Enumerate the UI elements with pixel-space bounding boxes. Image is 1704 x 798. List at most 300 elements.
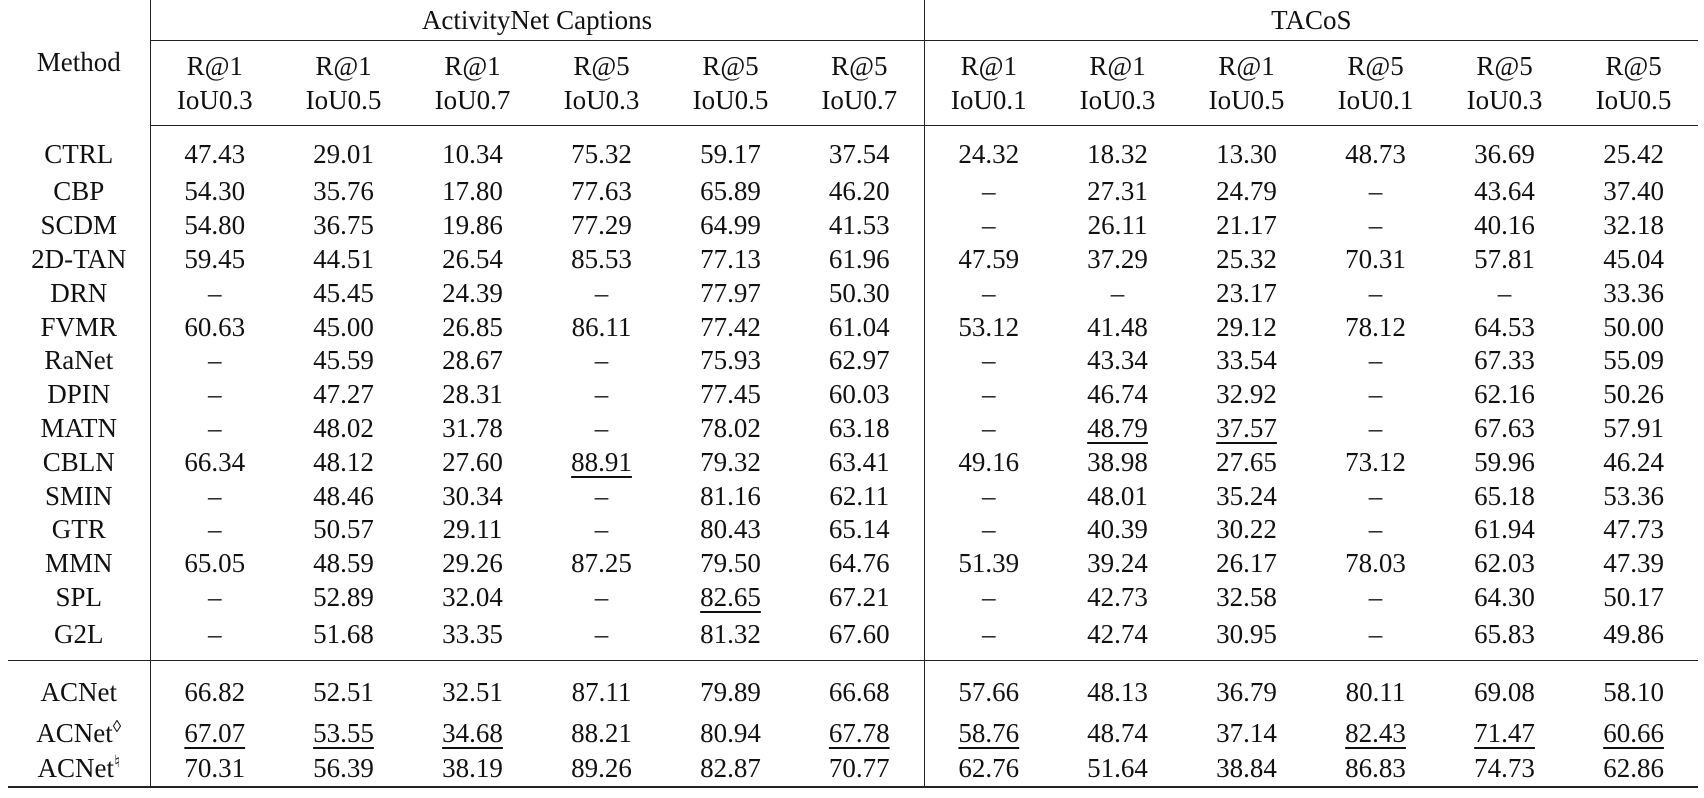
value-cell (150, 378, 279, 412)
value-cell (1440, 243, 1569, 277)
value-cell (1440, 310, 1569, 344)
method-name: ACNet (40, 676, 117, 707)
table-row (8, 614, 1698, 661)
value-cell (1182, 715, 1311, 751)
value-cell (408, 310, 537, 344)
value-cell (1311, 661, 1440, 716)
value-cell (1569, 751, 1698, 788)
value-text: 50.17 (1603, 581, 1664, 612)
value-cell (1311, 209, 1440, 243)
value-cell (408, 751, 537, 788)
value-cell (1053, 547, 1182, 581)
value-text: – (594, 277, 609, 308)
value-text: – (1368, 379, 1383, 410)
baseline-rows (8, 126, 1698, 661)
value-text: 38.98 (1087, 446, 1148, 477)
value-cell (150, 513, 279, 547)
value-text: 36.75 (313, 210, 374, 241)
value-text: – (982, 480, 996, 511)
value-text: 57.91 (1603, 412, 1664, 443)
value-text: 77.45 (700, 379, 761, 410)
value-cell (1311, 378, 1440, 412)
value-text: 48.01 (1087, 480, 1148, 511)
value-cell (1053, 310, 1182, 344)
value-cell (279, 276, 408, 310)
value-cell (1440, 344, 1569, 378)
value-cell (1053, 344, 1182, 378)
value-text: 39.24 (1087, 548, 1148, 579)
value-text: 79.32 (700, 446, 761, 477)
metric-header-10 (1440, 41, 1569, 126)
value-cell (1569, 344, 1698, 378)
metric-recall-label: R@5 (1605, 51, 1662, 81)
value-text: 29.01 (313, 139, 374, 169)
value-text: 66.34 (184, 446, 246, 477)
method-name-cell (8, 715, 150, 751)
value-cell (1053, 126, 1182, 176)
value-text: 46.20 (828, 176, 890, 207)
value-cell (666, 661, 795, 716)
metric-iou-label: IoU0.5 (1595, 85, 1672, 115)
value-text: 81.32 (700, 618, 761, 649)
value-cell (924, 310, 1053, 344)
metric-recall-label: R@1 (1218, 51, 1275, 81)
value-cell (1311, 614, 1440, 661)
value-text: 62.11 (829, 480, 890, 511)
metric-recall-label: R@5 (1476, 51, 1533, 81)
value-cell (279, 175, 408, 209)
value-text: – (1368, 412, 1383, 443)
value-cell (924, 715, 1053, 751)
metric-iou-label: IoU0.3 (563, 85, 640, 115)
proposed-method-rows (8, 661, 1698, 788)
value-cell (924, 344, 1053, 378)
value-text: 33.54 (1216, 345, 1277, 376)
value-text: 64.76 (828, 548, 890, 579)
value-cell (1440, 209, 1569, 243)
value-cell (279, 715, 408, 751)
value-cell (666, 614, 795, 661)
value-cell (408, 445, 537, 479)
value-text: 38.19 (442, 753, 503, 784)
value-cell (408, 412, 537, 446)
value-text: – (594, 480, 609, 511)
value-text: 17.80 (442, 176, 503, 207)
method-name: MMN (44, 548, 113, 579)
value-cell (537, 661, 666, 716)
value-text: – (594, 412, 609, 443)
value-cell (1311, 310, 1440, 344)
method-name-cell (8, 412, 150, 446)
value-text: 45.45 (313, 277, 374, 308)
method-name-cell (8, 547, 150, 581)
value-cell (1440, 547, 1569, 581)
value-text: 28.67 (442, 345, 503, 376)
value-text: 75.32 (571, 139, 632, 169)
value-text: 59.17 (700, 139, 761, 169)
value-cell (150, 276, 279, 310)
table-row (8, 715, 1698, 751)
value-text: – (1368, 618, 1383, 649)
method-name: MATN (40, 412, 117, 443)
value-text: – (208, 618, 222, 649)
value-text: 19.86 (442, 210, 503, 241)
value-text: 57.66 (958, 676, 1020, 707)
value-cell (1569, 175, 1698, 209)
value-text: 43.34 (1087, 345, 1148, 376)
value-cell (666, 344, 795, 378)
value-cell (1440, 661, 1569, 716)
value-text: 85.53 (571, 243, 632, 274)
group-header-row (8, 0, 1698, 41)
value-cell (1182, 209, 1311, 243)
value-text: 65.14 (828, 514, 890, 545)
table-row (8, 243, 1698, 277)
value-text: 70.31 (1345, 243, 1406, 274)
value-text: 80.94 (700, 717, 761, 748)
value-text: 57.81 (1474, 243, 1535, 274)
value-cell (924, 479, 1053, 513)
value-text: – (208, 480, 222, 511)
value-text: 29.12 (1216, 311, 1277, 342)
value-cell (279, 209, 408, 243)
value-text: 67.07 (184, 717, 246, 748)
value-cell (795, 581, 924, 615)
value-cell (924, 751, 1053, 788)
value-text: 36.79 (1216, 676, 1277, 707)
value-text: 52.51 (313, 676, 374, 707)
metric-header-6 (924, 41, 1053, 126)
value-text: 33.35 (442, 618, 503, 649)
value-text: 51.39 (958, 548, 1020, 579)
value-text: 80.43 (700, 514, 761, 545)
value-text: 32.58 (1216, 581, 1277, 612)
value-cell (1311, 276, 1440, 310)
value-cell (537, 581, 666, 615)
metric-header-7 (1053, 41, 1182, 126)
table-row (8, 310, 1698, 344)
value-text: – (982, 618, 996, 649)
value-cell (1311, 126, 1440, 176)
value-cell (150, 547, 279, 581)
value-cell (1182, 513, 1311, 547)
value-cell (1569, 445, 1698, 479)
value-text: 62.86 (1603, 753, 1664, 784)
value-text: 18.32 (1087, 139, 1148, 169)
value-cell (924, 614, 1053, 661)
value-cell (1440, 479, 1569, 513)
value-text: 60.63 (184, 311, 246, 342)
value-cell (1569, 209, 1698, 243)
value-cell (150, 175, 279, 209)
metric-recall-label: R@1 (315, 51, 372, 81)
value-text: – (982, 345, 996, 376)
value-cell (537, 412, 666, 446)
method-column-header: Method (36, 47, 121, 78)
method-name-cell (8, 378, 150, 412)
value-cell (537, 614, 666, 661)
value-text: 81.16 (700, 480, 761, 511)
value-cell (666, 378, 795, 412)
value-cell (537, 547, 666, 581)
value-text: 37.29 (1087, 243, 1148, 274)
metric-header-8 (1182, 41, 1311, 126)
value-cell (150, 310, 279, 344)
value-cell (666, 209, 795, 243)
value-text: 45.00 (313, 311, 374, 342)
value-cell (1311, 344, 1440, 378)
value-cell (1569, 581, 1698, 615)
value-text: 67.78 (828, 717, 890, 748)
value-cell (150, 614, 279, 661)
value-text: 74.73 (1474, 753, 1535, 784)
value-cell (279, 344, 408, 378)
value-text: 53.55 (313, 717, 374, 748)
value-cell (408, 614, 537, 661)
method-name: G2L (54, 618, 104, 649)
value-text: 37.14 (1216, 717, 1277, 748)
value-cell (924, 412, 1053, 446)
value-cell (1182, 661, 1311, 716)
value-text: 82.43 (1345, 717, 1406, 748)
value-cell (279, 661, 408, 716)
value-text: – (1368, 581, 1383, 612)
value-cell (1053, 445, 1182, 479)
method-name-cell (8, 479, 150, 513)
value-cell (150, 243, 279, 277)
value-cell (1440, 581, 1569, 615)
value-text: 62.16 (1474, 379, 1535, 410)
value-text: 21.17 (1216, 210, 1277, 241)
value-cell (795, 243, 924, 277)
value-text: 67.60 (828, 618, 890, 649)
value-text: 46.24 (1603, 446, 1664, 477)
value-cell (1182, 310, 1311, 344)
value-text: – (1368, 277, 1383, 308)
value-cell (1311, 715, 1440, 751)
value-text: 26.11 (1087, 210, 1148, 241)
value-cell (795, 378, 924, 412)
value-cell (1440, 412, 1569, 446)
value-text: 25.32 (1216, 243, 1277, 274)
value-cell (1311, 479, 1440, 513)
value-cell (666, 479, 795, 513)
metric-iou-label: IoU0.7 (821, 85, 898, 115)
value-cell (537, 378, 666, 412)
value-cell (408, 661, 537, 716)
metric-header-11 (1569, 41, 1698, 126)
value-text: 48.12 (313, 446, 374, 477)
value-cell (1440, 513, 1569, 547)
results-table (8, 0, 1698, 788)
value-text: 24.79 (1216, 176, 1277, 207)
value-text: 37.40 (1603, 176, 1664, 207)
value-cell (150, 479, 279, 513)
value-text: – (1497, 277, 1512, 308)
value-text: 50.00 (1603, 311, 1664, 342)
value-text: 13.30 (1216, 139, 1277, 169)
value-text: 42.74 (1087, 618, 1148, 649)
value-text: 77.29 (571, 210, 632, 241)
value-cell (279, 547, 408, 581)
method-name-cell (8, 581, 150, 615)
value-cell (150, 412, 279, 446)
value-cell (1053, 479, 1182, 513)
value-cell (1182, 126, 1311, 176)
value-text: 40.39 (1087, 514, 1148, 545)
value-text: 24.39 (442, 277, 503, 308)
value-text: – (1110, 277, 1125, 308)
value-cell (1053, 581, 1182, 615)
table-row (8, 661, 1698, 716)
value-cell (150, 715, 279, 751)
value-cell (1569, 547, 1698, 581)
value-cell (1182, 614, 1311, 661)
value-cell (150, 445, 279, 479)
value-text: 48.79 (1087, 412, 1148, 443)
value-text: 79.50 (700, 548, 761, 579)
value-cell (1053, 715, 1182, 751)
metric-iou-label: IoU0.5 (305, 85, 382, 115)
value-cell (537, 310, 666, 344)
metric-iou-label: IoU0.5 (692, 85, 769, 115)
value-text: 48.74 (1087, 717, 1148, 748)
value-text: 35.24 (1216, 480, 1277, 511)
value-text: 64.53 (1474, 311, 1535, 342)
value-text: 27.60 (442, 446, 503, 477)
method-name-cell (8, 276, 150, 310)
value-cell (924, 276, 1053, 310)
value-cell (1182, 412, 1311, 446)
value-cell (666, 412, 795, 446)
value-text: 75.93 (700, 345, 761, 376)
value-text: 66.82 (184, 676, 246, 707)
value-cell (666, 445, 795, 479)
value-text: 49.16 (958, 446, 1020, 477)
metric-iou-label: IoU0.3 (176, 85, 253, 115)
value-cell (1440, 276, 1569, 310)
value-text: 88.91 (571, 446, 632, 477)
value-cell (795, 209, 924, 243)
value-text: 32.51 (442, 676, 503, 707)
value-cell (408, 479, 537, 513)
value-cell (924, 445, 1053, 479)
value-text: 53.12 (958, 311, 1020, 342)
method-name-cell (8, 661, 150, 716)
value-text: 27.31 (1087, 176, 1148, 207)
value-cell (795, 547, 924, 581)
method-name: SCDM (40, 210, 118, 241)
value-text: 26.54 (442, 243, 503, 274)
value-cell (408, 276, 537, 310)
value-text: – (208, 412, 222, 443)
value-text: 53.36 (1603, 480, 1664, 511)
method-name-cell (8, 175, 150, 209)
value-text: 70.77 (828, 753, 890, 784)
method-name-cell (8, 751, 150, 788)
value-text: 50.57 (313, 514, 374, 545)
value-text: 25.42 (1603, 139, 1664, 169)
value-cell (279, 310, 408, 344)
table-row (8, 209, 1698, 243)
value-cell (1311, 412, 1440, 446)
value-cell (1053, 661, 1182, 716)
value-text: 60.03 (828, 379, 890, 410)
value-cell (1569, 715, 1698, 751)
value-text: 51.68 (313, 618, 374, 649)
table-row (8, 751, 1698, 788)
table-row (8, 412, 1698, 446)
value-text: 70.31 (184, 753, 246, 784)
metric-iou-label: IoU0.3 (1079, 85, 1156, 115)
value-cell (1182, 581, 1311, 615)
value-cell (1569, 243, 1698, 277)
value-text: 78.03 (1345, 548, 1406, 579)
value-cell (795, 126, 924, 176)
value-cell (795, 310, 924, 344)
value-text: 49.86 (1603, 618, 1664, 649)
value-cell (666, 126, 795, 176)
value-cell (1182, 344, 1311, 378)
value-cell (1053, 751, 1182, 788)
value-text: 59.45 (184, 243, 246, 274)
method-name-cell (8, 209, 150, 243)
value-text: 78.02 (700, 412, 761, 443)
metric-iou-label: IoU0.1 (950, 85, 1027, 115)
value-text: 73.12 (1345, 446, 1406, 477)
method-name-cell (8, 513, 150, 547)
value-text: 46.74 (1087, 379, 1148, 410)
value-text: 50.26 (1603, 379, 1664, 410)
value-cell (924, 581, 1053, 615)
value-text: 40.16 (1474, 210, 1535, 241)
value-cell (924, 547, 1053, 581)
method-name: FVMR (40, 311, 118, 342)
value-text: – (208, 277, 222, 308)
value-cell (795, 715, 924, 751)
value-cell (666, 513, 795, 547)
value-text: 77.63 (571, 176, 632, 207)
value-text: 82.87 (700, 753, 761, 784)
value-text: 32.18 (1603, 210, 1664, 241)
value-text: 48.02 (313, 412, 374, 443)
value-text: 86.11 (571, 311, 632, 342)
value-text: 64.30 (1474, 581, 1535, 612)
method-name: CBLN (42, 446, 115, 477)
metric-recall-label: R@5 (702, 51, 759, 81)
value-cell (666, 715, 795, 751)
value-cell (1182, 547, 1311, 581)
value-cell (537, 276, 666, 310)
value-cell (537, 751, 666, 788)
value-cell (279, 126, 408, 176)
metric-iou-label: IoU0.1 (1337, 85, 1414, 115)
value-text: 32.92 (1216, 379, 1277, 410)
value-text: 54.80 (184, 210, 246, 241)
value-cell (1311, 513, 1440, 547)
value-cell (795, 661, 924, 716)
value-cell (795, 276, 924, 310)
value-text: 30.95 (1216, 618, 1277, 649)
value-text: – (1368, 514, 1383, 545)
value-cell (150, 209, 279, 243)
value-text: 48.59 (313, 548, 374, 579)
table-row (8, 276, 1698, 310)
value-cell (1440, 175, 1569, 209)
value-text: – (982, 277, 996, 308)
value-text: 45.59 (313, 345, 374, 376)
value-cell (666, 310, 795, 344)
